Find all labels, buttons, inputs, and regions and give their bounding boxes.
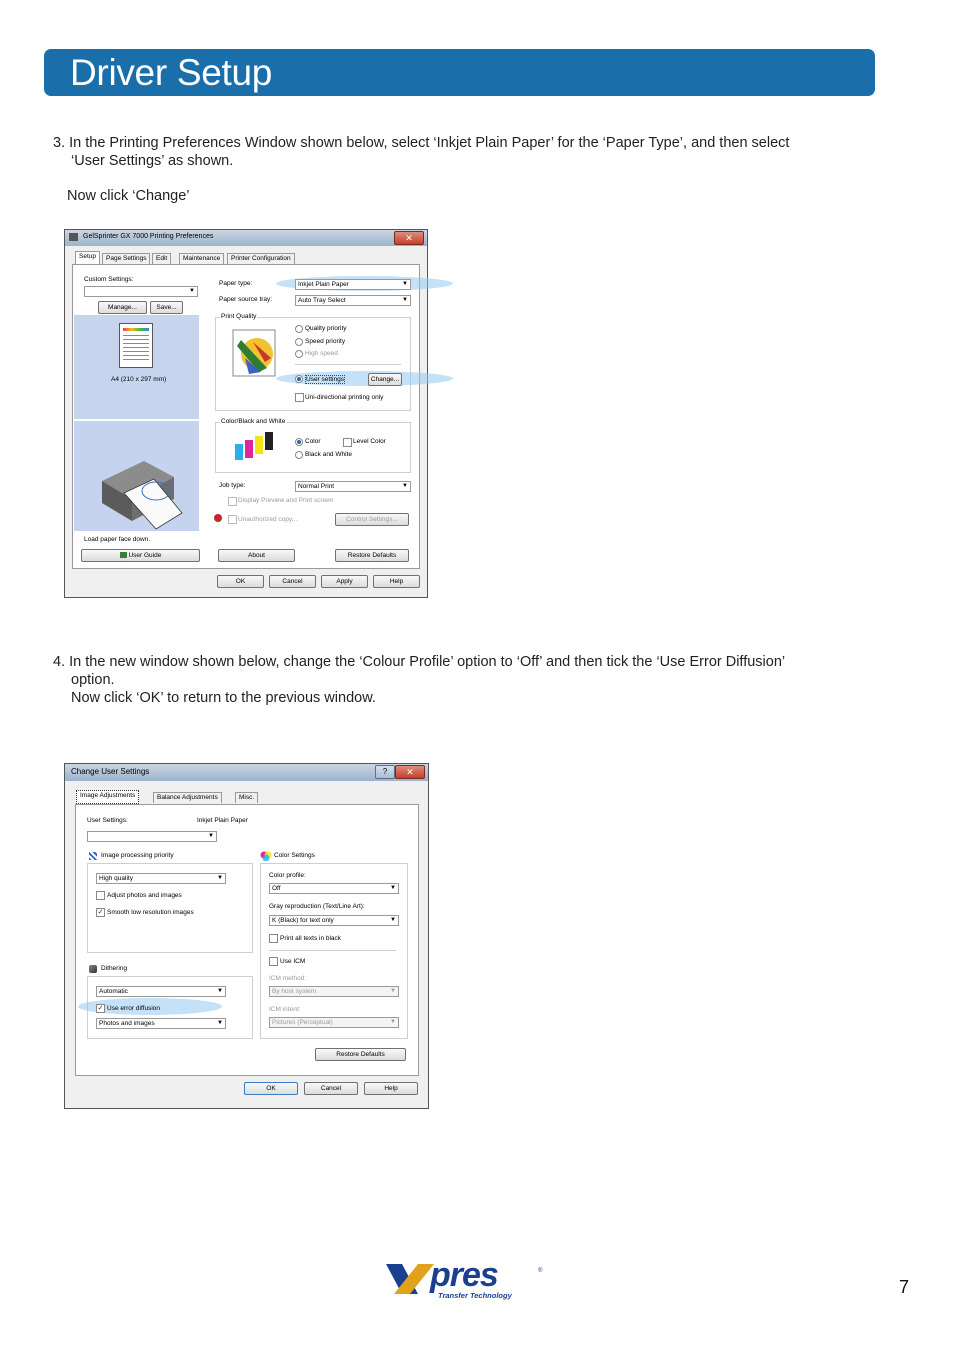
help-button[interactable]: Help <box>373 575 420 588</box>
image-priority-label: Image processing priority <box>101 852 174 859</box>
ok-button[interactable]: OK <box>217 575 264 588</box>
chevron-down-icon: ▼ <box>217 1020 223 1026</box>
printer-preview-panel <box>74 421 199 531</box>
setup-pane <box>72 264 420 569</box>
level-color-checkbox[interactable] <box>343 438 352 447</box>
help-title-button[interactable]: ? <box>375 765 395 779</box>
dithering-label: Dithering <box>101 965 128 972</box>
unidirectional-label: Uni-directional printing only <box>305 394 384 401</box>
speed-priority-label: Speed priority <box>305 338 346 345</box>
paper-size-label: A4 (210 x 297 mm) <box>111 376 167 383</box>
custom-settings-label: Custom Settings: <box>84 276 134 283</box>
section-title: Driver Setup <box>70 52 273 93</box>
user-settings-select[interactable] <box>87 831 217 842</box>
job-type-label: Job type: <box>219 482 246 489</box>
chevron-down-icon: ▼ <box>402 281 408 287</box>
ok-button[interactable]: OK <box>244 1082 298 1095</box>
color-profile-select[interactable]: Off ▼ <box>269 883 399 894</box>
photos-images-select[interactable]: Photos and images ▼ <box>96 1018 226 1029</box>
quality-priority-label: Quality priority <box>305 325 347 332</box>
tab-printer-configuration[interactable]: Printer Configuration <box>227 253 295 264</box>
step-3-line-2: ‘User Settings’ as shown. <box>71 153 234 169</box>
chevron-down-icon: ▼ <box>390 885 396 891</box>
chevron-down-icon: ▼ <box>390 1019 396 1025</box>
tab-maintenance[interactable]: Maintenance <box>179 253 224 264</box>
error-diffusion-label: Use error diffusion <box>107 1005 160 1012</box>
paper-preview-panel <box>74 315 199 419</box>
icm-intent-select[interactable]: Pictures (Perceptual) ▼ <box>269 1017 399 1028</box>
chevron-down-icon: ▼ <box>402 297 408 303</box>
image-adjustments-pane <box>75 804 419 1076</box>
display-preview-label: Display Preview and Print screen <box>238 497 334 504</box>
job-type-select[interactable]: Normal Print ▼ <box>295 481 411 492</box>
step-4-line-3: Now click ‘OK’ to return to the previous window. <box>71 690 376 706</box>
paper-source-select[interactable]: Auto Tray Select ▼ <box>295 295 411 306</box>
divider <box>269 950 396 951</box>
adjust-photos-label: Adjust photos and images <box>107 892 182 899</box>
color-profile-label: Color profile: <box>269 872 306 879</box>
step-3-text <box>53 134 893 170</box>
color-settings-label: Color Settings <box>274 852 315 859</box>
smooth-images-label: Smooth low resolution images <box>107 909 194 916</box>
logo-tagline: Transfer Technology <box>438 1291 512 1300</box>
dithering-icon <box>89 965 97 973</box>
black-white-radio[interactable] <box>295 451 303 459</box>
help-button[interactable]: Help <box>364 1082 418 1095</box>
tab-balance-adjustments[interactable]: Balance Adjustments <box>153 792 222 803</box>
paper-type-select[interactable]: Inkjet Plain Paper ▼ <box>295 279 411 290</box>
chevron-down-icon: ▼ <box>390 988 396 994</box>
level-color-label: Level Color <box>353 438 386 445</box>
paper-page-icon <box>119 323 153 368</box>
manage-button[interactable]: Manage... <box>98 301 147 314</box>
high-speed-label: High speed <box>305 350 338 357</box>
speed-priority-radio[interactable] <box>295 338 303 346</box>
control-settings-button[interactable]: Control Settings... <box>335 513 409 526</box>
icm-intent-label: ICM intent: <box>269 1006 301 1013</box>
use-icm-label: Use ICM <box>280 958 306 965</box>
user-settings-label: User Settings: <box>87 817 128 824</box>
xpres-logo <box>384 1258 544 1302</box>
unauthorized-copy-label: Unauthorized copy... <box>238 516 298 523</box>
high-speed-radio[interactable] <box>295 350 303 358</box>
tab-misc[interactable]: Misc. <box>235 792 258 803</box>
error-diffusion-checkbox[interactable]: ✓ <box>97 1005 104 1012</box>
warning-icon <box>214 514 222 522</box>
dialog-title: GelSprinter GX 7000 Printing Preferences <box>83 233 214 240</box>
registered-mark: ® <box>538 1268 543 1274</box>
chevron-down-icon: ▼ <box>390 917 396 923</box>
ink-bottles-icon <box>231 430 277 462</box>
printer-illustration-icon <box>74 421 199 531</box>
gray-reproduction-label: Gray reproduction (Text/Line Art): <box>269 903 365 910</box>
paper-type-label: Paper type: <box>219 280 253 287</box>
cancel-button[interactable]: Cancel <box>304 1082 358 1095</box>
unidirectional-checkbox[interactable] <box>295 393 304 402</box>
dithering-select[interactable]: Automatic ▼ <box>96 986 226 997</box>
printing-preferences-dialog <box>64 229 428 598</box>
step-3-line-1: 3. In the Printing Preferences Window shown below, select ‘Inkjet Plain Paper’ for the ‘Paper Type’, and then select <box>53 135 790 151</box>
step-4-line-1: 4. In the new window shown below, change the ‘Colour Profile’ option to ‘Off’ and then tick the ‘Use Error Diffusion’ <box>53 654 786 670</box>
save-button[interactable]: Save... <box>150 301 183 314</box>
user-settings-label: User settings <box>306 376 344 383</box>
tab-edit[interactable]: Edit <box>152 253 171 264</box>
quality-priority-radio[interactable] <box>295 325 303 333</box>
adjust-photos-checkbox[interactable] <box>96 891 105 900</box>
paper-source-label: Paper source tray: <box>219 296 273 303</box>
unauthorized-copy-checkbox[interactable] <box>228 515 237 524</box>
user-settings-radio[interactable] <box>295 375 303 383</box>
divider <box>295 364 401 365</box>
logo-text: pres <box>430 1256 498 1294</box>
change-user-settings-dialog <box>64 763 429 1109</box>
color-settings-icon <box>260 851 272 861</box>
color-label: Color <box>305 438 321 445</box>
step-3-instruction: Now click ‘Change’ <box>67 188 190 204</box>
book-icon <box>120 552 127 558</box>
section-header <box>44 49 875 96</box>
restore-defaults-button[interactable]: Restore Defaults <box>335 549 409 562</box>
print-quality-icon <box>231 328 277 378</box>
chevron-down-icon: ▼ <box>189 288 195 294</box>
image-priority-icon <box>89 852 97 860</box>
icm-method-label: ICM method: <box>269 975 307 982</box>
tab-page-settings[interactable]: Page Settings <box>102 253 150 264</box>
use-icm-checkbox[interactable] <box>269 957 278 966</box>
title-bar <box>65 764 428 781</box>
user-guide-button[interactable]: User Guide <box>81 549 200 562</box>
chevron-down-icon: ▼ <box>217 988 223 994</box>
apply-button[interactable]: Apply <box>321 575 368 588</box>
tab-setup[interactable]: Setup <box>75 251 100 264</box>
cancel-button[interactable]: Cancel <box>269 575 316 588</box>
dialog-title: Change User Settings <box>71 767 150 776</box>
print-black-label: Print all texts in black <box>280 935 342 942</box>
black-white-label: Black and White <box>305 451 352 458</box>
printer-icon <box>69 233 78 241</box>
close-button[interactable]: ✕ <box>394 231 424 245</box>
step-4-text <box>53 653 913 707</box>
color-group-label: Color/Black and White <box>221 418 286 425</box>
smooth-images-checkbox[interactable]: ✓ <box>97 909 104 916</box>
load-paper-label: Load paper face down. <box>84 536 151 543</box>
chevron-down-icon: ▼ <box>217 875 223 881</box>
chevron-down-icon: ▼ <box>208 833 214 839</box>
icm-method-select[interactable]: By host system ▼ <box>269 986 399 997</box>
custom-settings-select[interactable] <box>84 286 198 297</box>
user-settings-value: Inkjet Plain Paper <box>197 817 248 824</box>
color-radio[interactable] <box>295 438 303 446</box>
gray-reproduction-select[interactable]: K (Black) for text only ▼ <box>269 915 399 926</box>
print-quality-label: Print Quality <box>221 313 257 320</box>
chevron-down-icon: ▼ <box>402 483 408 489</box>
tab-image-adjustments[interactable]: Image Adjustments <box>76 790 139 804</box>
image-priority-select[interactable]: High quality ▼ <box>96 873 226 884</box>
about-button[interactable]: About <box>218 549 295 562</box>
close-button[interactable]: ✕ <box>395 765 425 779</box>
print-black-checkbox[interactable] <box>269 934 278 943</box>
page-number: 7 <box>899 1277 910 1297</box>
display-preview-checkbox[interactable] <box>228 497 237 506</box>
step-4-line-2: option. <box>71 672 115 688</box>
title-bar <box>65 230 427 246</box>
change-button[interactable]: Change... <box>368 373 402 386</box>
restore-defaults-button[interactable]: Restore Defaults <box>315 1048 406 1061</box>
